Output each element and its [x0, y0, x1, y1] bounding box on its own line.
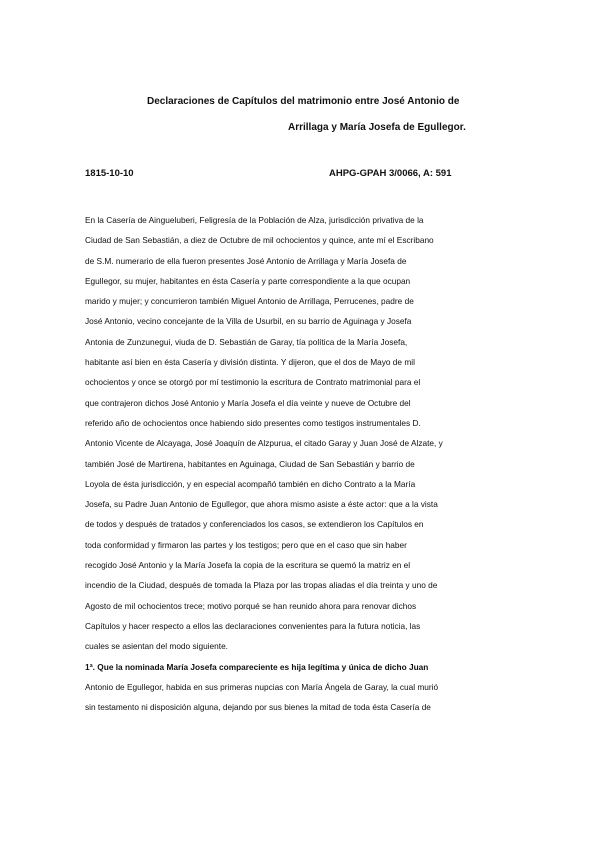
body-line: Antonio Vicente de Alcayaga, José Joaquín de Alzpurua, el citado Garay y Juan José de Alzate, y — [85, 438, 443, 449]
body-line: Agosto de mil ochocientos trece; motivo porqué se han reunido ahora para renovar dichos — [85, 600, 417, 611]
body-line: también José de Martirena, habitantes en Aguinaga, Ciudad de San Sebastián y barrio de — [85, 458, 415, 469]
document-date: 1815-10-10 — [85, 168, 134, 179]
body-line: referido año de ochocientos once habiendo sido presentes como testigos instrumentales D. — [85, 417, 421, 428]
document-title-line-2: Arrillaga y María Josefa de Egullegor. — [288, 122, 466, 133]
body-line: Capítulos y hacer respecto a ellos las declaraciones convenientes para la futura noticia, las — [85, 620, 421, 631]
body-line: recogido José Antonio y la María Josefa la copia de la escritura se quemó la matriz en el — [85, 560, 411, 571]
body-line: de todos y después de tratados y conferenciados los casos, se extendieron los Capítulos en — [85, 519, 424, 530]
body-line: sin testamento ni disposición alguna, dejando por sus bienes la mitad de toda ésta Casería de — [85, 702, 431, 713]
body-line: Antonia de Zunzunegui, viuda de D. Sebastián de Garay, tía política de la María Josefa, — [85, 336, 408, 347]
body-line: habitante así bien en ésta Casería y división distinta. Y dijeron, que el dos de Mayo de mil — [85, 357, 415, 368]
document-body — [85, 210, 510, 717]
archive-reference: AHPG-GPAH 3/0066, A: 591 — [329, 168, 452, 179]
document-title-line-1: Declaraciones de Capítulos del matrimonio entre José Antonio de — [147, 96, 460, 107]
body-line: toda conformidad y firmaron las partes y los testigos; pero que en el caso que sin haber — [85, 539, 407, 550]
body-line: marido y mujer; y concurrieron también Miguel Antonio de Arrillaga, Perrucenes, padre de — [85, 296, 414, 307]
body-line: Ciudad de San Sebastián, a diez de Octubre de mil ochocientos y quince, ante mí el Escribano — [85, 235, 434, 246]
body-line: Josefa, su Padre Juan Antonio de Egullegor, que ahora mismo asiste a éste actor: que a la vista — [85, 499, 438, 510]
body-line: incendio de la Ciudad, después de tomada la Plaza por las tropas aliadas el día treinta y uno de — [85, 580, 438, 591]
body-line: José Antonio, vecino concejante de la Villa de Usurbil, en su barrio de Aguinaga y Josefa — [85, 316, 412, 327]
body-line: ochocientos y once se otorgó por mí testimonio la escritura de Contrato matrimonial para el — [85, 377, 421, 388]
body-line: En la Casería de Aingueluberi, Feligresía de la Población de Alza, jurisdicción privativa de la — [85, 215, 424, 225]
body-line: Egullegor, su mujer, habitantes en ésta Casería y parte correspondiente a la que ocupan — [85, 275, 411, 286]
body-line: 1ª. Que la nominada María Josefa compareciente es hija legítima y única de dicho Juan — [85, 661, 429, 672]
body-line: cuales se asientan del modo siguiente. — [85, 641, 228, 652]
body-line: Loyola de ésta jurisdicción, y en especial acompañó también en dicho Contrato a la María — [85, 478, 416, 489]
body-line: de S.M. numerario de ella fueron presentes José Antonio de Arrillaga y María Josefa de — [85, 255, 407, 266]
body-line: Antonio de Egullegor, habida en sus primeras nupcias con María Ángela de Garay, la cual murió — [85, 681, 439, 692]
body-line: que contrajeron dichos José Antonio y María Josefa el día veinte y nueve de Octubre del — [85, 397, 411, 408]
